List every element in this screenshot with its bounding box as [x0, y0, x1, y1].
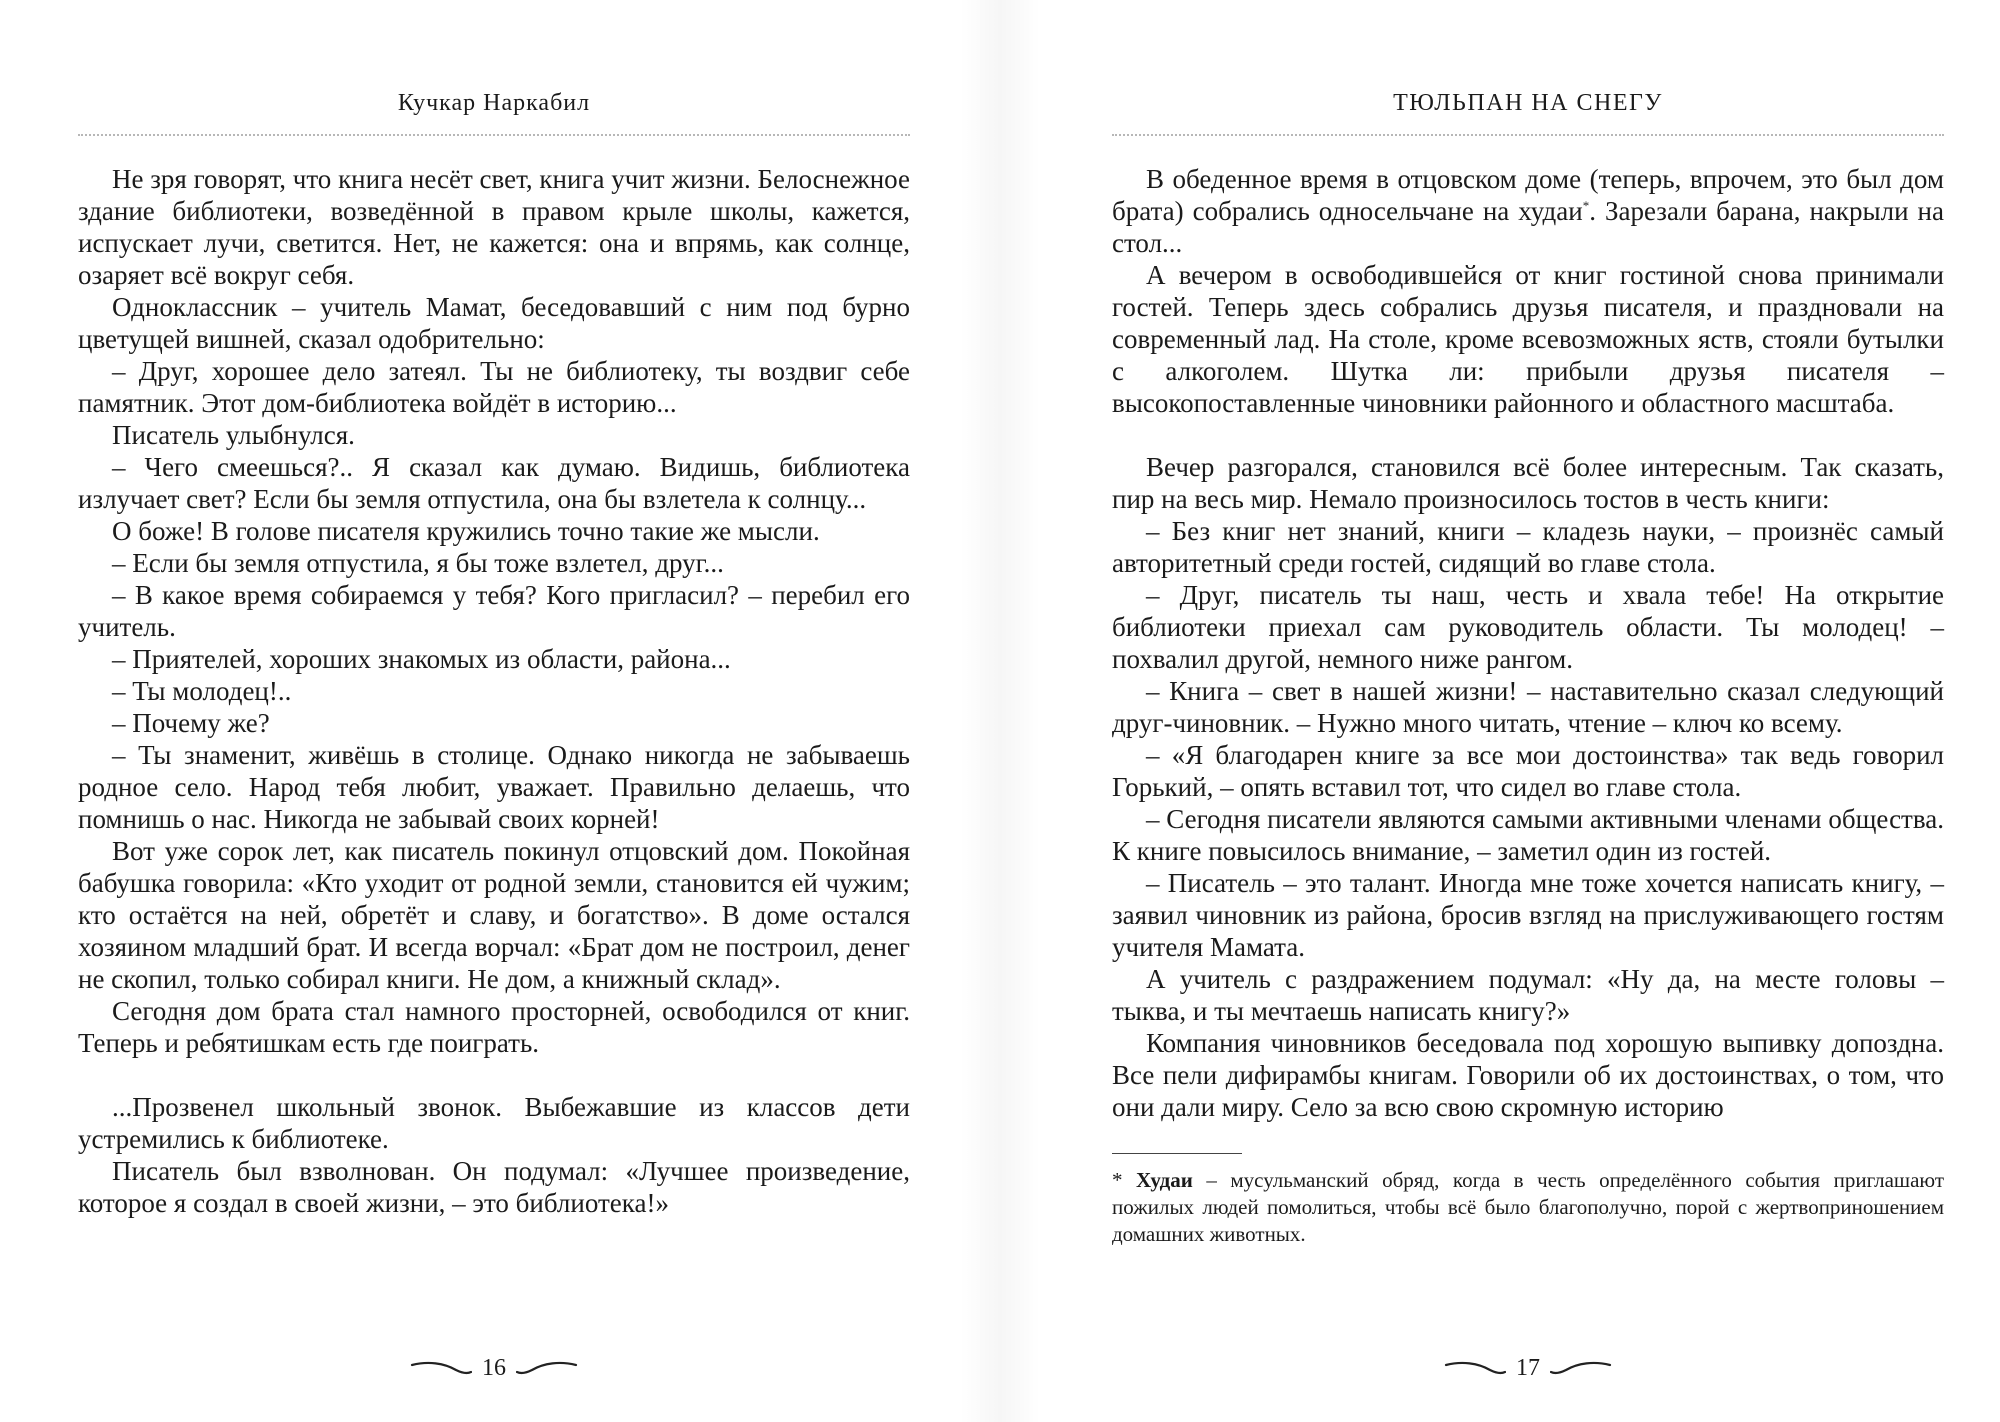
paragraph: – В какое время собираемся у тебя? Кого пригласил? – перебил его учитель. [78, 580, 910, 642]
paragraph: Писатель был взволнован. Он подумал: «Лучшее произведение, которое я создал в своей жизни, – это библиотека!» [78, 1156, 910, 1218]
paragraph: – Ты молодец!.. [112, 676, 292, 706]
paragraph: – Сегодня писатели являются самыми активными членами общества. К книге повысилось внимание, – заметил один из гостей. [1112, 804, 1944, 866]
left-swash-ornament-icon [1444, 1359, 1506, 1377]
paragraph: Компания чиновников беседовала под хорошую выпивку допоздна. Все пели дифирамбы книгам. Говорили об их достоинствах, о том, что они дали миру. Село за всю свою скромную историю [1112, 1028, 1944, 1122]
paragraph: Вот уже сорок лет, как писатель покинул отцовский дом. Покойная бабушка говорила: «Кто уходит от родной земли, становится ей чужим; кто остаётся на ней, обретёт и славу, и богатство». В доме остался хозяином младший брат. И всегда ворчал: «Брат дом не построил, денег не скопил, только собирал книги. Не дом, а книжный склад». [78, 836, 910, 994]
right-body-text [1112, 163, 1944, 1123]
paragraph: – Без книг нет знаний, книги – кладезь науки, – произнёс самый авторитетный среди гостей, сидящий во главе стола. [1112, 516, 1944, 578]
paragraph: – «Я благодарен книге за все мои достоинства» так ведь говорил Горький, – опять вставил тот, что сидел во главе стола. [1112, 740, 1944, 802]
paragraph: Писатель улыбнулся. [112, 420, 355, 450]
paragraph: – Почему же? [112, 708, 270, 738]
footnote-text: – мусульманский обряд, когда в честь определённого события приглашают пожилых людей помолиться, чтобы всё было благополучно, порой с жертвоприношением домашних животных. [1112, 1168, 1944, 1246]
paragraph: Сегодня дом брата стал намного просторней, освободился от книг. Теперь и ребятишкам есть где поиграть. [78, 996, 910, 1058]
left-swash-ornament-icon [410, 1359, 472, 1377]
right-swash-ornament-icon [516, 1359, 578, 1377]
page-number: 17 [1516, 1354, 1540, 1381]
footnote [1112, 1167, 1944, 1248]
paragraph: – Ты знаменит, живёшь в столице. Однако никогда не забываешь родное село. Народ тебя любит, уважает. Правильно делаешь, что помнишь о нас. Никогда не забывай своих корней! [78, 740, 910, 834]
left-body-text [78, 163, 910, 1219]
paragraph: А учитель с раздражением подумал: «Ну да, на месте головы – тыква, и ты мечтаешь написать книгу?» [1112, 964, 1944, 1026]
right-page-folio [1428, 1348, 1628, 1388]
paragraph: О боже! В голове писателя кружились точно такие же мысли. [112, 516, 820, 546]
paragraph: – Чего смеешься?.. Я сказал как думаю. Видишь, библиотека излучает свет? Если бы земля отпустила, она бы взлетела к солнцу... [78, 452, 910, 514]
page-number: 16 [482, 1354, 506, 1381]
right-running-head: ТЮЛЬПАН НА СНЕГУ [1393, 90, 1663, 116]
paragraph: – Друг, хорошее дело затеял. Ты не библиотеку, ты воздвиг себе памятник. Этот дом-библиотека войдёт в историю... [78, 356, 910, 418]
paragraph: – Книга – свет в нашей жизни! – наставительно сказал следующий друг-чиновник. – Нужно много читать, чтение – ключ ко всему. [1112, 676, 1944, 738]
paragraph: – Друг, писатель ты наш, честь и хвала тебе! На открытие библиотеки приехал сам руководитель области. Ты молодец! – похвалил другой, немного ниже рангом. [1112, 580, 1944, 674]
right-header-rule [1112, 134, 1944, 136]
paragraph-text: В обеденное время в отцовском доме (теперь, впрочем, это был дом брата) собрались односельчане на худаи [1112, 164, 1944, 226]
left-page [78, 0, 910, 1422]
left-header-rule [78, 134, 910, 136]
right-swash-ornament-icon [1550, 1359, 1612, 1377]
paragraph-with-note [1112, 163, 1944, 259]
paragraph: Не зря говорят, что книга несёт свет, книга учит жизни. Белоснежное здание библиотеки, возведённой в правом крыле школы, кажется, испускает лучи, светится. Нет, не кажется: она и впрямь, как солнце, озаряет всё вокруг себя. [78, 164, 910, 290]
right-page [1112, 0, 1944, 1422]
paragraph: А вечером в освободившейся от книг гостиной снова принимали гостей. Теперь здесь собрались друзья писателя, и праздновали на современный лад. На столе, кроме всевозможных яств, стояли бутылки с алкоголем. Шутка ли: прибыли друзья писателя – высокопоставленные чиновники районного и областного масштаба. [1112, 260, 1944, 418]
footnote-marker: * [1582, 198, 1590, 213]
paragraph-text: . Зарезали барана, накрыли на стол... [1112, 196, 1944, 258]
footnote-marker: * [1112, 1168, 1123, 1192]
left-page-folio [394, 1348, 594, 1388]
paragraph: – Писатель – это талант. Иногда мне тоже хочется написать книгу, – заявил чиновник из района, бросив взгляд на прислуживающего гостям учителя Мамата. [1112, 868, 1944, 962]
paragraph: – Приятелей, хороших знакомых из области, района... [112, 644, 731, 674]
left-running-head: Кучкар Наркабил [397, 90, 591, 116]
paragraph: Одноклассник – учитель Мамат, беседовавший с ним под бурно цветущей вишней, сказал одобрительно: [78, 292, 910, 354]
paragraph: – Если бы земля отпустила, я бы тоже взлетел, друг... [112, 548, 724, 578]
paragraph: Вечер разгорался, становился всё более интересным. Так сказать, пир на весь мир. Немало произносилось тостов в честь книги: [1112, 452, 1944, 514]
footnote-rule [1112, 1153, 1242, 1154]
book-gutter [960, 0, 1040, 1422]
footnote-term: Худаи [1136, 1168, 1193, 1192]
paragraph: ...Прозвенел школьный звонок. Выбежавшие из классов дети устремились к библиотеке. [78, 1092, 910, 1154]
